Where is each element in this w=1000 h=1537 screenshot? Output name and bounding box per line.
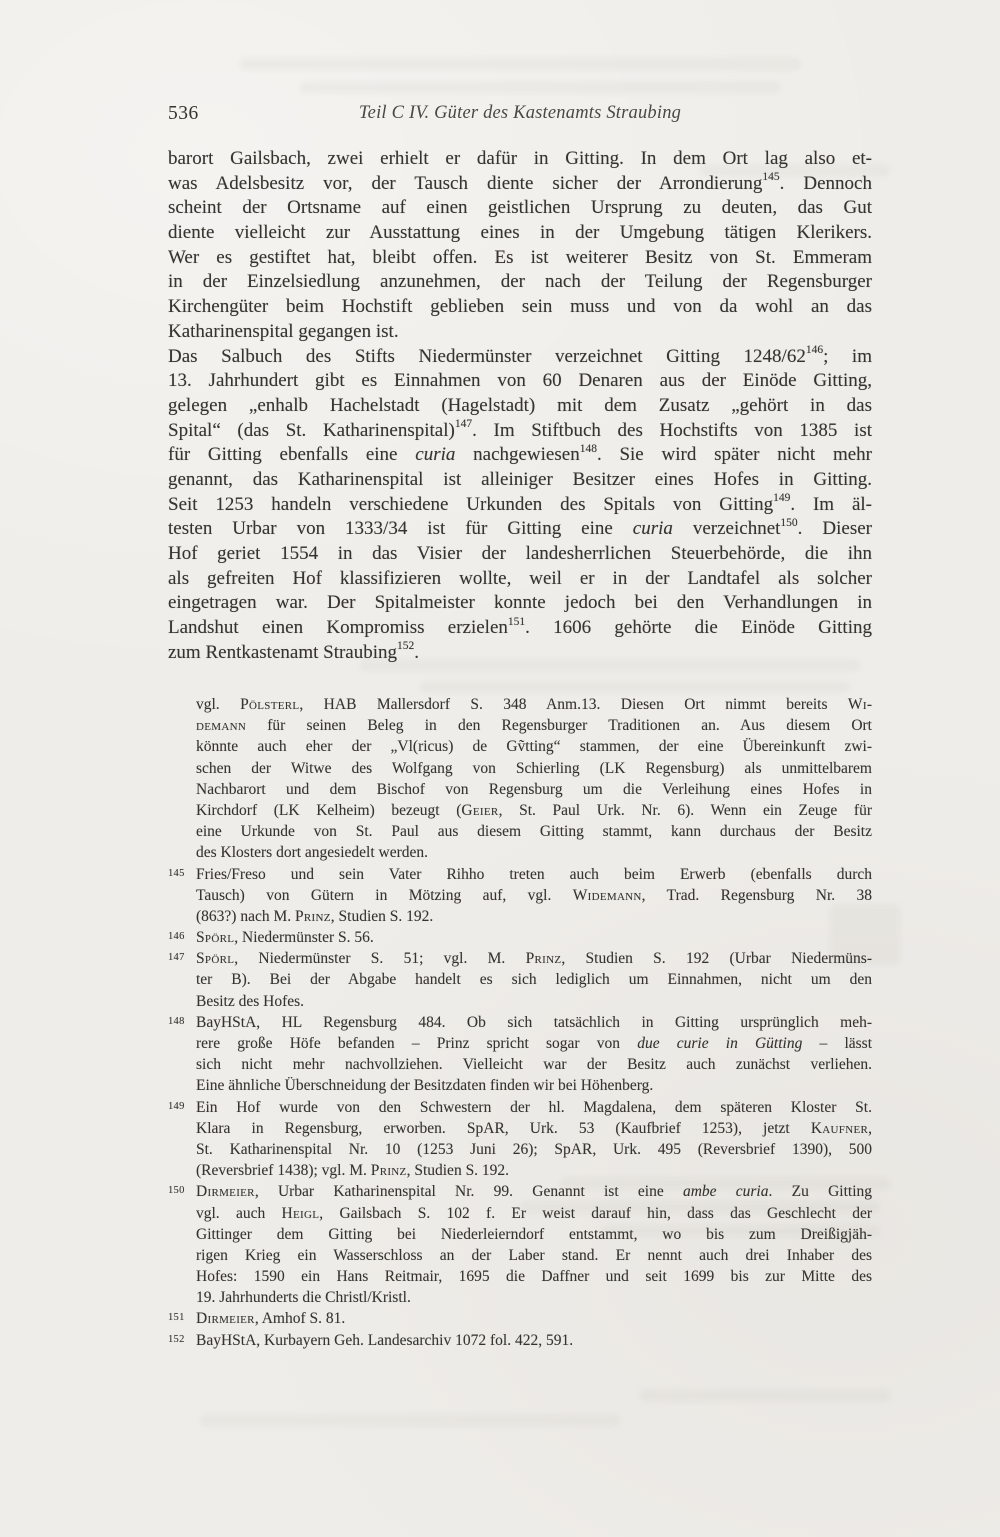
footnote-line: 152 BayHStA, Kurbayern Geh. Landesarchiv 1072 fol. 422, 591.	[168, 1330, 872, 1351]
footnote-line: 149 Ein Hof wurde von den Schwestern der hl. Magdalena, dem späteren Kloster St.	[168, 1097, 872, 1118]
footnote-line: rigen Krieg ein Wasserschloss an der Laber stand. Er nennt auch drei Inhaber des	[196, 1246, 872, 1264]
footnote-line: 146 Spörl, Niedermünster S. 56.	[168, 927, 872, 948]
footnote-line: Hofes: 1590 ein Hans Reitmair, 1695 die Daffner und seit 1699 bis zur Mitte des	[196, 1268, 872, 1286]
footnote-line: sich nicht mehr nachvollziehen. Vielleicht war der Besitz auch zunächst verliehen.	[196, 1056, 872, 1074]
body-line: Seit 1253 handeln verschiedene Urkunden des Spitals von Gitting$^{149}$. Im äl-	[168, 492, 872, 515]
body-line: eingetragen war. Der Spitalmeister konnte jedoch bei den Verhandlungen in	[168, 592, 872, 614]
body-line: Katharinenspital gegangen ist.	[168, 320, 399, 342]
footnote-line: ter B). Bei der Abgabe handelt es sich lediglich um Einnahmen, nicht um den	[196, 971, 872, 989]
body-text	[168, 147, 872, 665]
footnote-147	[168, 948, 872, 1012]
footnote-150	[168, 1181, 872, 1308]
body-line: diente vielleicht zur Ausstattung eines in der Umgebung tätigen Klerikers.	[168, 222, 872, 244]
footnote-line: 145 Fries/Freso und sein Vater Rihho treten auch beim Erwerb (ebenfalls durch	[168, 864, 872, 885]
footnote-145	[168, 864, 872, 928]
body-line: für Gitting ebenfalls eine curia nachgewiesen$^{148}$. Sie wird später nicht mehr	[168, 442, 873, 466]
footnote-line: eine Urkunde von St. Paul aus diesem Gitting stammt, kann durchaus der Besitz	[196, 823, 872, 841]
body-line: Kirchengüter beim Hochstift geblieben sein muss und von da wohl an das	[168, 296, 872, 318]
footnote-line: vgl. Pölsterl, HAB Mallersdorf S. 348 Anm.13. Diesen Ort nimmt bereits Wi-	[196, 696, 872, 713]
running-header: Teil C IV. Güter des Kastenamts Straubing	[358, 103, 682, 123]
body-line: Hof geriet 1554 in das Visier der landesherrlichen Steuerbehörde, die ihn	[168, 543, 872, 564]
footnote-line: 147 Spörl, Niedermünster S. 51; vgl. M. Prinz, Studien S. 192 (Urbar Niedermüns-	[168, 948, 872, 969]
footnote-number: 151	[168, 1312, 185, 1324]
footnote-line: schen der Witwe des Wolfgang von Schierling (LK Regensburg) als unmittelbarem	[196, 759, 872, 777]
footnote-146	[168, 927, 872, 948]
body-line: Landshut einen Kompromiss erzielen$^{151}$. 1606 gehörte die Einöde Gitting	[168, 615, 872, 639]
footnote-line: Klara in Regensburg, erworben. SpAR, Urk. 53 (Kaufbrief 1253), jetzt Kaufner,	[196, 1119, 872, 1137]
footnote-line: 19. Jahrhunderts die Christl/Kristl.	[196, 1289, 411, 1307]
body-line: Das Salbuch des Stifts Niedermünster verzeichnet Gitting $1248/62^{146}$; im	[168, 344, 872, 367]
body-line: testen Urbar von 1333/34 ist für Gitting eine curia verzeichnet$^{150}$. Dieser	[168, 516, 872, 540]
paragraph	[168, 345, 872, 666]
body-line: in der Einzelsiedlung anzunehmen, der nach der Teilung der Regensburger	[168, 271, 872, 293]
footnote-151	[168, 1308, 872, 1329]
page-number: 536	[168, 103, 199, 124]
footnote-line: Kirchdorf (LK Kelheim) bezeugt (Geier, St. Paul Urk. Nr. 6). Wenn ein Zeuge für	[196, 801, 872, 819]
bleedthrough-artifact	[640, 1390, 890, 1401]
footnote-line: St. Katharinenspital Nr. 10 (1253 Juni 26); SpAR, Urk. 495 (Reversbrief 1390), 500	[196, 1140, 872, 1158]
footnote-line: rere große Höfe befanden – Prinz spricht sogar von due curie in Gütting – lässt	[196, 1035, 873, 1052]
footnote-line: Nachbarort und dem Bischof von Regensburg um die Verleihung eines Hofes in	[196, 780, 872, 798]
footnote-continuation	[168, 694, 872, 864]
body-line: scheint der Ortsname auf einen geistlichen Ursprung zu deuten, das Gut	[168, 197, 872, 219]
body-line: zum Rentkastenamt Straubing$^{152}$.	[168, 640, 420, 663]
footnote-line: 151 Dirmeier, Amhof S. 81.	[168, 1308, 872, 1329]
footnote-line: Eine ähnliche Überschneidung der Besitzdaten finden wir bei Höhenberg.	[196, 1077, 654, 1095]
footnote-number: 146	[168, 931, 185, 943]
footnote-line: Gittinger dem Gitting bei Niederleierndorf entstammt, wo bis zum Dreißigjäh-	[196, 1225, 872, 1243]
footnote-number: 145	[168, 867, 185, 879]
footnote-line: demann für seinen Beleg in den Regensburger Traditionen an. Aus diesem Ort	[196, 717, 872, 735]
footnote-148	[168, 1012, 872, 1097]
bleedthrough-artifact	[420, 682, 850, 692]
footnote-number: 148	[168, 1015, 185, 1027]
footnote-line: könnte auch eher der „Vl(ricus) de Gṽtting“ stammen, der eine Übereinkunft zwi-	[196, 738, 872, 756]
body-line: Spital“ (das St. Katharinenspital)$^{147}$. Im Stiftbuch des Hochstifts von 1385 ist	[168, 418, 872, 441]
footnotes-section	[168, 694, 872, 1351]
footnote-number: 150	[168, 1185, 185, 1197]
footnote-line: 150 Dirmeier, Urbar Katharinenspital Nr. 99. Genannt ist eine ambe curia. Zu Gitting	[168, 1181, 872, 1202]
body-line: barort Gailsbach, zwei erhielt er dafür in Gitting. In dem Ort lag also et-	[168, 148, 872, 169]
paragraph	[168, 147, 872, 345]
footnote-number: 149	[168, 1100, 185, 1112]
body-line: was Adelsbesitz vor, der Tausch diente sicher der Arrondierung$^{145}$. Dennoch	[168, 171, 872, 194]
bleedthrough-artifact	[240, 58, 800, 70]
footnote-line: Tausch) von Gütern in Mötzing auf, vgl. Widemann, Trad. Regensburg Nr. 38	[196, 886, 872, 904]
footnote-149	[168, 1097, 872, 1182]
footnote-number: 147	[168, 952, 185, 964]
footnote-line: (Reversbrief 1438); vgl. M. Prinz, Studien S. 192.	[196, 1162, 510, 1180]
bleedthrough-artifact	[200, 1415, 620, 1426]
body-line: gelegen „enhalb Hachelstadt (Hagelstadt) mit dem Zusatz „gehört in das	[168, 394, 872, 416]
footnote-number: 152	[168, 1333, 185, 1345]
body-line: genannt, das Katharinenspital ist alleiniger Besitzer eines Hofes in Gitting.	[168, 468, 872, 490]
footnote-line: des Klosters dort angesiedelt werden.	[196, 844, 429, 862]
bleedthrough-artifact	[300, 82, 780, 93]
footnote-line: (863?) nach M. Prinz, Studien S. 192.	[196, 907, 434, 925]
body-line: 13. Jahrhundert gibt es Einnahmen von 60 Denaren aus der Einöde Gitting,	[168, 370, 872, 392]
footnote-152	[168, 1330, 872, 1351]
footnote-line: 148 BayHStA, HL Regensburg 484. Ob sich tatsächlich in Gitting ursprünglich meh-	[168, 1012, 872, 1033]
body-line: als gefreiten Hof klassifizieren wollte, weil er in der Landtafel als solcher	[168, 567, 872, 589]
body-line: Wer es gestiftet hat, bleibt offen. Es ist weiterer Besitz von St. Emmeram	[168, 246, 872, 268]
page-header	[168, 103, 872, 129]
footnote-line: vgl. auch Heigl, Gailsbach S. 102 f. Er weist darauf hin, dass das Geschlecht der	[196, 1204, 872, 1222]
footnote-line: Besitz des Hofes.	[196, 992, 305, 1010]
